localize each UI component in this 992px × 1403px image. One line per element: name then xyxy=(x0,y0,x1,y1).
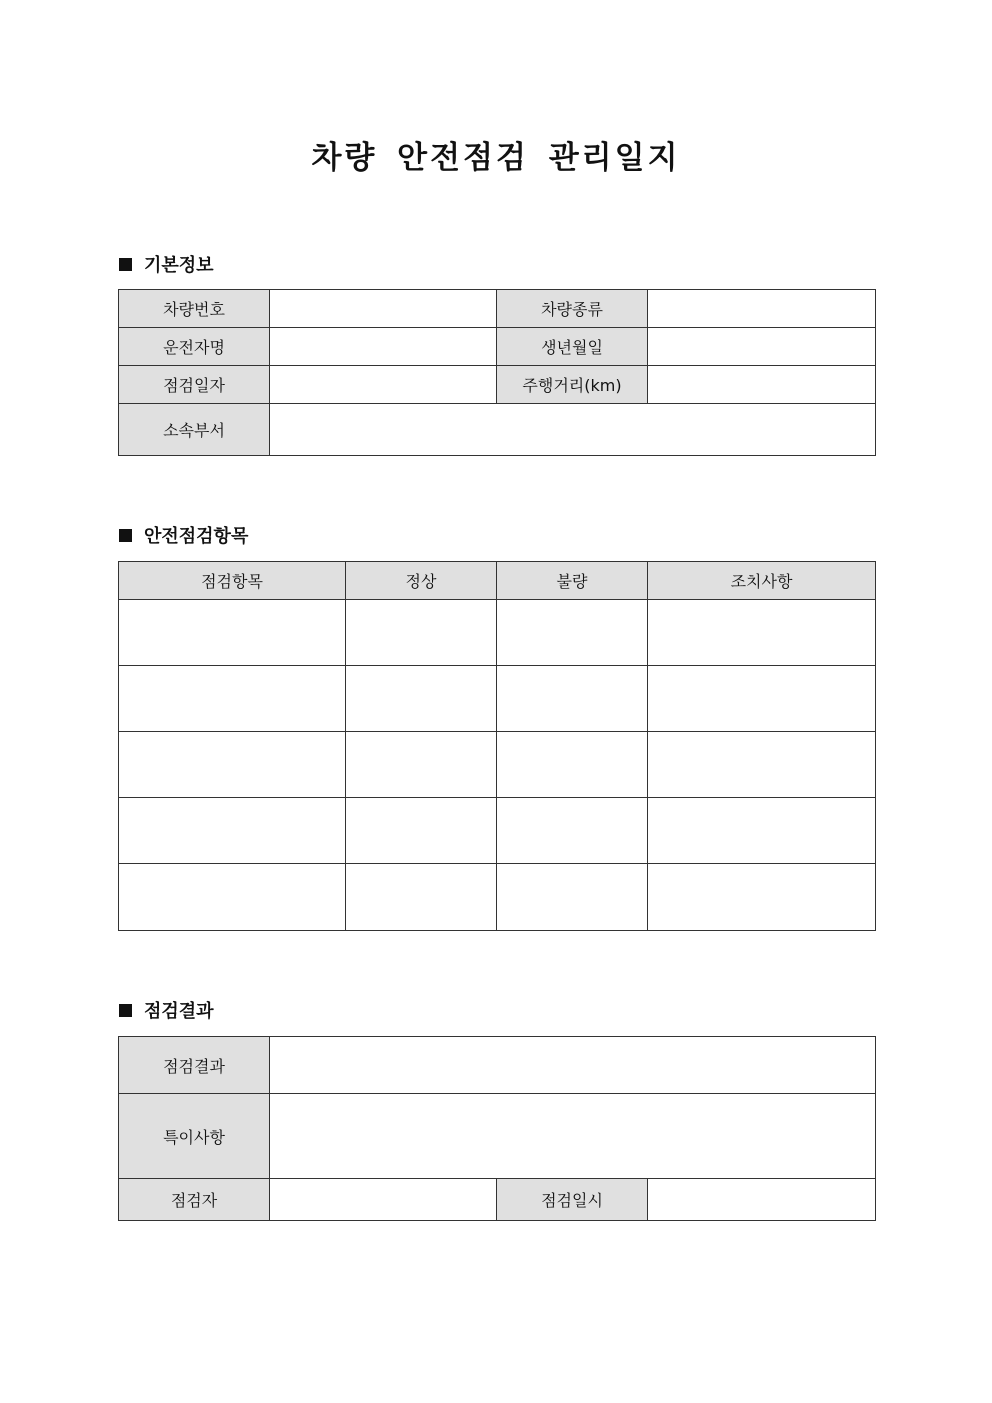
table-row xyxy=(119,864,876,931)
section-heading-result xyxy=(119,997,214,1023)
square-bullet-icon xyxy=(119,258,132,271)
column-header-item: 점검항목 xyxy=(119,562,346,600)
check-normal-cell[interactable] xyxy=(346,798,497,864)
check-action-cell[interactable] xyxy=(648,600,876,666)
vehicle-number-label: 차량번호 xyxy=(119,290,270,328)
table-row xyxy=(119,666,876,732)
section-heading-checklist xyxy=(119,522,248,548)
check-item-cell[interactable] xyxy=(119,864,346,931)
check-defective-cell[interactable] xyxy=(497,666,648,732)
table-row xyxy=(119,1179,876,1221)
result-field[interactable] xyxy=(270,1037,876,1094)
checklist-table xyxy=(118,561,876,931)
section-heading-label: 점검결과 xyxy=(144,1001,214,1022)
vehicle-number-field[interactable] xyxy=(270,290,497,328)
inspector-label: 점검자 xyxy=(119,1179,270,1221)
table-header-row xyxy=(119,562,876,600)
check-normal-cell[interactable] xyxy=(346,864,497,931)
table-row xyxy=(119,732,876,798)
table-row xyxy=(119,798,876,864)
table-row xyxy=(119,404,876,456)
driver-name-label: 운전자명 xyxy=(119,328,270,366)
basic-info-table xyxy=(118,289,876,456)
check-item-cell[interactable] xyxy=(119,732,346,798)
check-normal-cell[interactable] xyxy=(346,732,497,798)
check-defective-cell[interactable] xyxy=(497,798,648,864)
check-defective-cell[interactable] xyxy=(497,732,648,798)
check-normal-cell[interactable] xyxy=(346,666,497,732)
table-row xyxy=(119,600,876,666)
column-header-action: 조치사항 xyxy=(648,562,876,600)
department-field[interactable] xyxy=(270,404,876,456)
check-item-cell[interactable] xyxy=(119,600,346,666)
section-heading-label: 기본정보 xyxy=(144,255,214,276)
page-title: 차량 안전점검 관리일지 xyxy=(311,140,681,176)
check-action-cell[interactable] xyxy=(648,666,876,732)
column-header-defective: 불량 xyxy=(497,562,648,600)
check-action-cell[interactable] xyxy=(648,864,876,931)
check-defective-cell[interactable] xyxy=(497,864,648,931)
mileage-field[interactable] xyxy=(648,366,876,404)
table-row xyxy=(119,1037,876,1094)
inspection-date-field[interactable] xyxy=(270,366,497,404)
inspection-datetime-label: 점검일시 xyxy=(497,1179,648,1221)
section-heading-basic-info xyxy=(119,251,214,277)
remarks-label: 특이사항 xyxy=(119,1094,270,1179)
check-defective-cell[interactable] xyxy=(497,600,648,666)
inspection-date-label: 점검일자 xyxy=(119,366,270,404)
driver-name-field[interactable] xyxy=(270,328,497,366)
square-bullet-icon xyxy=(119,1004,132,1017)
check-item-cell[interactable] xyxy=(119,666,346,732)
remarks-field[interactable] xyxy=(270,1094,876,1179)
table-row xyxy=(119,328,876,366)
result-table xyxy=(118,1036,876,1221)
vehicle-type-field[interactable] xyxy=(648,290,876,328)
check-normal-cell[interactable] xyxy=(346,600,497,666)
mileage-label: 주행거리(km) xyxy=(497,366,648,404)
table-row xyxy=(119,366,876,404)
vehicle-type-label: 차량종류 xyxy=(497,290,648,328)
table-row xyxy=(119,1094,876,1179)
square-bullet-icon xyxy=(119,529,132,542)
check-action-cell[interactable] xyxy=(648,798,876,864)
inspector-field[interactable] xyxy=(270,1179,497,1221)
section-heading-label: 안전점검항목 xyxy=(144,526,249,547)
check-action-cell[interactable] xyxy=(648,732,876,798)
birth-date-label: 생년월일 xyxy=(497,328,648,366)
birth-date-field[interactable] xyxy=(648,328,876,366)
department-label: 소속부서 xyxy=(119,404,270,456)
check-item-cell[interactable] xyxy=(119,798,346,864)
column-header-normal: 정상 xyxy=(346,562,497,600)
table-row xyxy=(119,290,876,328)
result-label: 점검결과 xyxy=(119,1037,270,1094)
inspection-datetime-field[interactable] xyxy=(648,1179,876,1221)
